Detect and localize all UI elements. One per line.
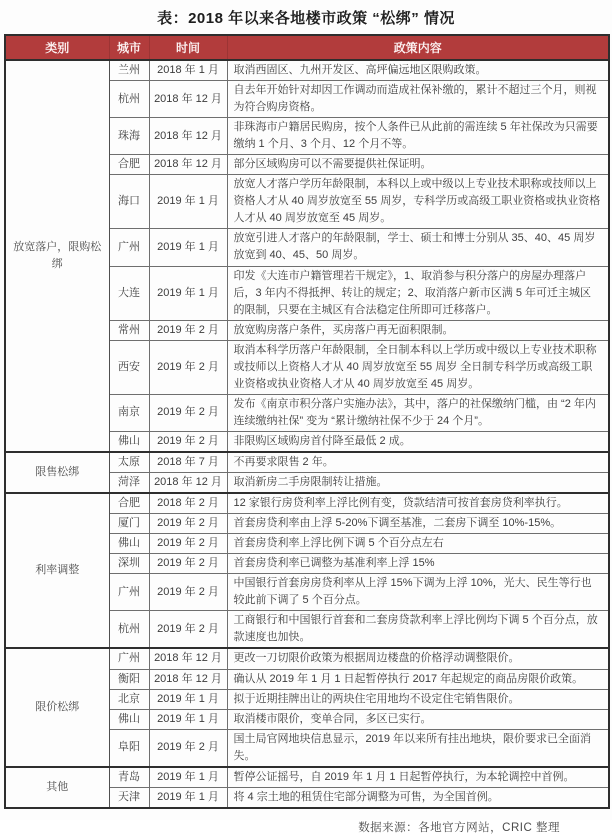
table-row	[5, 767, 609, 788]
policy-cell: 放宽购房落户条件，买房落户再无面积限制。	[227, 320, 609, 340]
policy-cell: 取消西固区、九州开发区、高坪偏远地区限购政策。	[227, 60, 609, 81]
category-cell: 限售松绑	[5, 452, 109, 493]
header-cell-city: 城市	[109, 35, 149, 60]
city-cell: 合肥	[109, 493, 149, 514]
policy-cell: 取消新房二手房限制转让措施。	[227, 473, 609, 494]
policy-cell: 12 家银行房贷利率上浮比例有变，贷款结清可按首套房贷利率执行。	[227, 493, 609, 514]
city-cell: 厦门	[109, 514, 149, 534]
policy-cell: 工商银行和中国银行首套和二套房贷款利率上浮比例均下调 5 个百分点，放款速度也加快。	[227, 611, 609, 649]
policy-cell: 首套房贷利率上浮比例下调 5 个百分点左右	[227, 534, 609, 554]
policy-cell: 放宽引进人才落户的年龄限制，学士、硕士和博士分别从 35、40、45 周岁放宽到 40、45、50 周岁。	[227, 229, 609, 266]
policy-cell: 放宽人才落户学历年龄限制，本科以上或中级以上专业技术职称或技师以上资格人才从 40 周岁放宽至 55 周岁，专科学历或高级工职业资格或执业资格人才从 40 周岁放宽至 45 周岁。	[227, 175, 609, 229]
header-cell-policy: 政策内容	[227, 35, 609, 60]
category-cell: 放宽落户，限购松绑	[5, 60, 109, 452]
policy-cell: 中国银行首套房房贷利率从上浮 15%下调为上浮 10%，光大、民生等行也较此前下调了 5 个百分点。	[227, 574, 609, 611]
group-price-cap	[5, 648, 609, 766]
date-cell: 2019 年 1 月	[149, 175, 227, 229]
date-cell: 2018 年 12 月	[149, 81, 227, 118]
date-cell: 2019 年 1 月	[149, 229, 227, 266]
city-cell: 佛山	[109, 534, 149, 554]
city-cell: 广州	[109, 229, 149, 266]
date-cell: 2018 年 12 月	[149, 648, 227, 669]
city-cell: 太原	[109, 452, 149, 473]
policy-cell: 不再要求限售 2 年。	[227, 452, 609, 473]
policy-cell: 国土局官网地块信息显示，2019 年以来所有挂出地块，限价要求已全面消失。	[227, 729, 609, 767]
date-cell: 2018 年 12 月	[149, 155, 227, 175]
table-row	[5, 493, 609, 514]
date-cell: 2019 年 2 月	[149, 554, 227, 574]
policy-cell: 发布《南京市积分落户实施办法》，其中，落户的社保缴纳门槛，由 “2 年内连续缴纳社保” 变为 “累计缴纳社保不少于 24 个月”。	[227, 394, 609, 431]
date-cell: 2019 年 2 月	[149, 320, 227, 340]
group-other	[5, 767, 609, 808]
policy-table	[4, 34, 610, 809]
policy-cell: 拟于近期挂牌出让的两块住宅用地均不设定住宅销售限价。	[227, 689, 609, 709]
policy-cell: 取消楼市限价，变单合同，多区已实行。	[227, 709, 609, 729]
group-interest-rate	[5, 493, 609, 648]
city-cell: 兰州	[109, 60, 149, 81]
policy-cell: 非珠海市户籍居民购房，按个人条件已从此前的需连续 5 年社保改为只需要缴纳 1 个月、3 个月、12 个月不等。	[227, 118, 609, 155]
city-cell: 佛山	[109, 709, 149, 729]
policy-cell: 更改一刀切限价政策为根据周边楼盘的价格浮动调整限价。	[227, 648, 609, 669]
date-cell: 2018 年 12 月	[149, 669, 227, 689]
table-header	[5, 35, 609, 60]
date-cell: 2018 年 2 月	[149, 493, 227, 514]
date-cell: 2018 年 7 月	[149, 452, 227, 473]
date-cell: 2019 年 1 月	[149, 689, 227, 709]
city-cell: 青岛	[109, 767, 149, 788]
category-cell: 其他	[5, 767, 109, 808]
date-cell: 2018 年 12 月	[149, 118, 227, 155]
table-row	[5, 60, 609, 81]
city-cell: 佛山	[109, 431, 149, 452]
city-cell: 广州	[109, 648, 149, 669]
policy-cell: 非限购区域购房首付降至最低 2 成。	[227, 431, 609, 452]
policy-cell: 首套房贷利率已调整为基准利率上浮 15%	[227, 554, 609, 574]
header-row	[5, 35, 609, 60]
date-cell: 2019 年 2 月	[149, 431, 227, 452]
page-title: 表：2018 年以来各地楼市政策 “松绑” 情况	[157, 10, 455, 27]
date-cell: 2018 年 12 月	[149, 473, 227, 494]
group-relax-hukou	[5, 60, 609, 452]
table-row	[5, 452, 609, 473]
policy-cell: 部分区域购房可以不需要提供社保证明。	[227, 155, 609, 175]
city-cell: 海口	[109, 175, 149, 229]
city-cell: 常州	[109, 320, 149, 340]
category-cell: 限价松绑	[5, 648, 109, 766]
date-cell: 2019 年 2 月	[149, 611, 227, 649]
policy-cell: 确认从 2019 年 1 月 1 日起暂停执行 2017 年起规定的商品房限价政策。	[227, 669, 609, 689]
city-cell: 北京	[109, 689, 149, 709]
city-cell: 菏泽	[109, 473, 149, 494]
city-cell: 杭州	[109, 81, 149, 118]
city-cell: 珠海	[109, 118, 149, 155]
city-cell: 天津	[109, 787, 149, 808]
city-cell: 杭州	[109, 611, 149, 649]
header-cell-date: 时间	[149, 35, 227, 60]
date-cell: 2019 年 2 月	[149, 729, 227, 767]
city-cell: 南京	[109, 394, 149, 431]
date-cell: 2019 年 2 月	[149, 514, 227, 534]
policy-cell: 取消本科学历落户年龄限制，全日制本科以上学历或中级以上专业技术职称或技师以上资格人才从 40 周岁放宽至 55 周岁 全日制专科学历或高级工职业资格或执业资格人才从 40 周岁放宽至 45 周岁。	[227, 340, 609, 394]
date-cell: 2019 年 2 月	[149, 340, 227, 394]
date-cell: 2019 年 2 月	[149, 574, 227, 611]
city-cell: 衡阳	[109, 669, 149, 689]
city-cell: 大连	[109, 266, 149, 320]
policy-cell: 首套房贷利率由上浮 5-20%下调至基准，二套房下调至 10%-15%。	[227, 514, 609, 534]
data-source-note: 数据来源：各地官方网站，CRIC 整理	[358, 821, 560, 834]
policy-cell: 印发《大连市户籍管理若干规定》，1、取消参与积分落户的房屋办理落户后，3 年内不得抵押、转让的规定；2、取消落户新市区满 5 年可迁主城区的限制，只要在主城区有合法稳定住所即可迁移落户。	[227, 266, 609, 320]
city-cell: 合肥	[109, 155, 149, 175]
date-cell: 2019 年 1 月	[149, 266, 227, 320]
date-cell: 2019 年 1 月	[149, 709, 227, 729]
date-cell: 2019 年 1 月	[149, 767, 227, 788]
city-cell: 西安	[109, 340, 149, 394]
category-cell: 利率调整	[5, 493, 109, 648]
policy-cell: 自去年开始针对却因工作调动而造成社保补缴的，累计不超过三个月，则视为符合购房资格。	[227, 81, 609, 118]
policy-cell: 将 4 宗土地的租赁住宅部分调整为可售，为全国首例。	[227, 787, 609, 808]
date-cell: 2019 年 2 月	[149, 534, 227, 554]
city-cell: 深圳	[109, 554, 149, 574]
group-sale-restriction	[5, 452, 609, 493]
date-cell: 2019 年 1 月	[149, 787, 227, 808]
table-row	[5, 648, 609, 669]
header-cell-category: 类别	[5, 35, 109, 60]
date-cell: 2019 年 2 月	[149, 394, 227, 431]
city-cell: 阜阳	[109, 729, 149, 767]
policy-cell: 暂停公证摇号，自 2019 年 1 月 1 日起暂停执行，为本轮调控中首例。	[227, 767, 609, 788]
city-cell: 广州	[109, 574, 149, 611]
date-cell: 2018 年 1 月	[149, 60, 227, 81]
